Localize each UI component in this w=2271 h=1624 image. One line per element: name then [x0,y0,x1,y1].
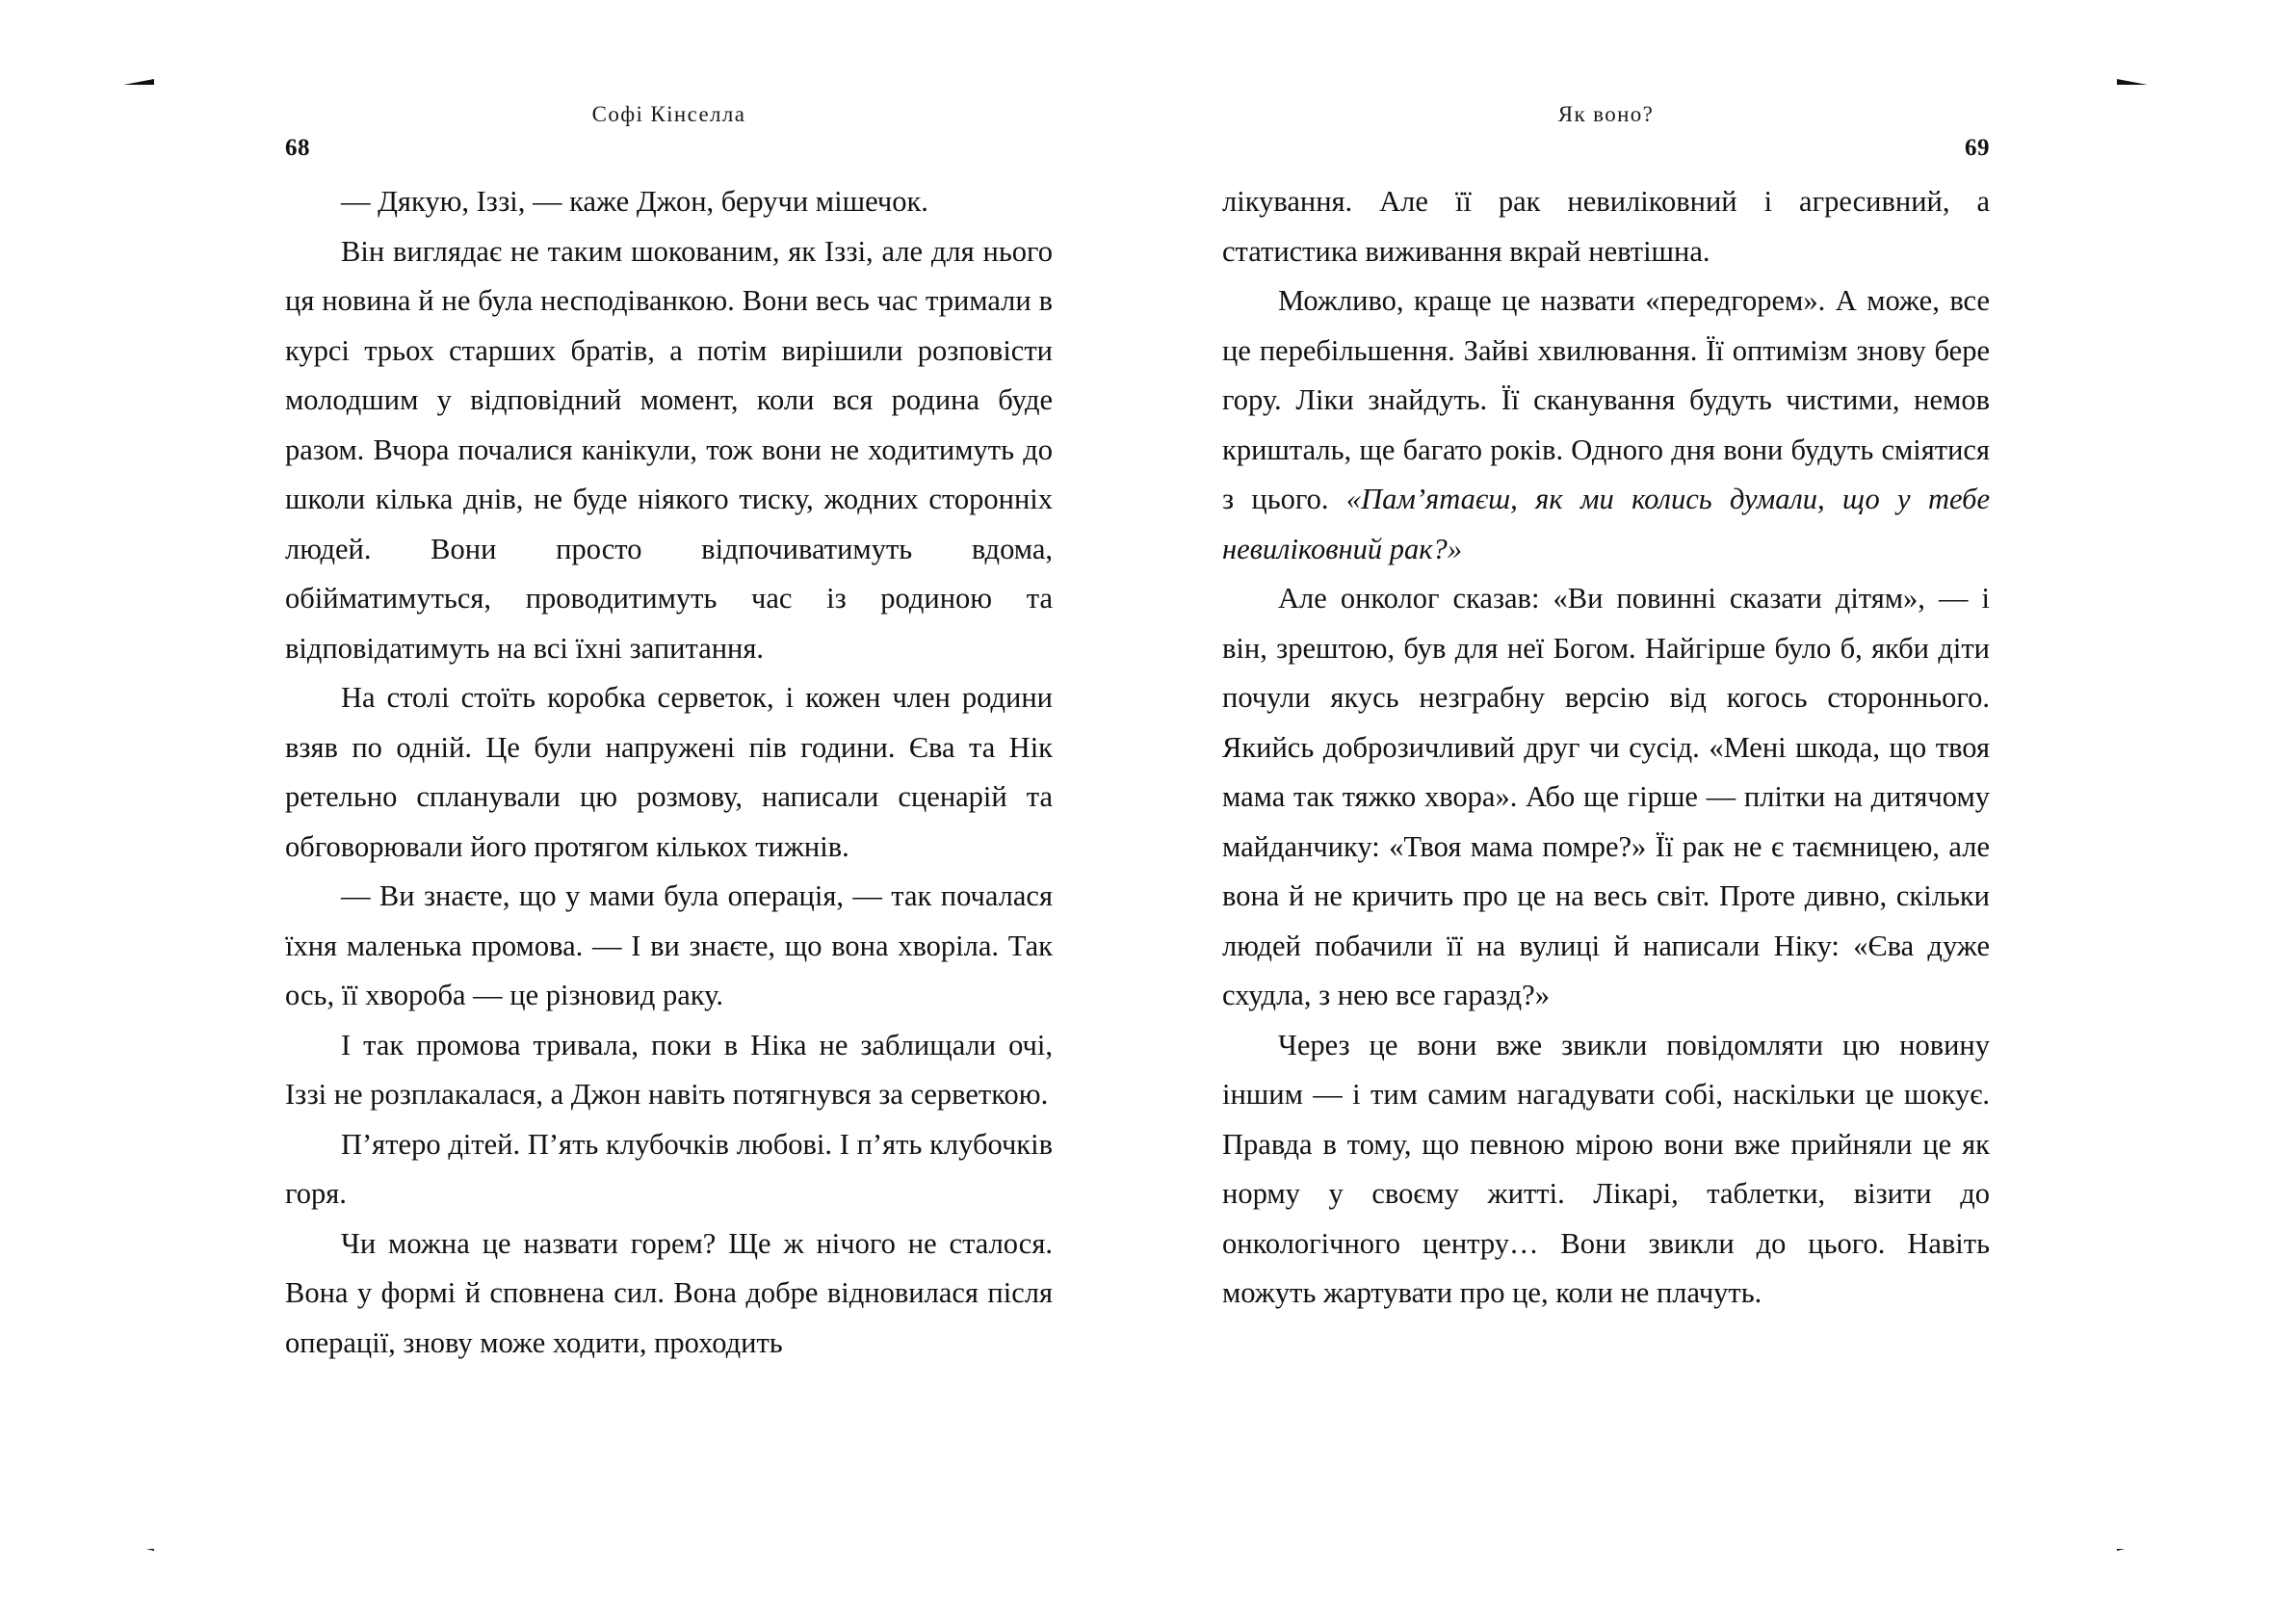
paragraph: — Дякую, Іззі, — каже Джон, беручи мішечок. [341,185,928,218]
paragraph [1222,1021,1990,1319]
page-number-right: 69 [1965,135,1990,161]
paragraph: Чи можна це назвати горем? Ще ж нічого не сталося. Вона у формі й сповнена сил. Вона добре відновилася після операції, знову може ходити, проходить [285,1226,1053,1359]
paragraph-text: Але онколог сказав: «Ви повинні сказати дітям», — і він, зрештою, був для неї Богом. Найгірше було б, якби діти почули якусь незграбну версію від когось стороннього. Якийсь доброзичливий друг чи сусід. «Мені шкода, що твоя мама так тяжко хвора». Або ще гірше — плітки на дитячому майданчику: «Твоя мама помре?» Її рак не є таємницею, але вона й не кричить про це на весь світ. Проте дивно, скільки людей побачили її на вулиці й написали Ніку: «Єва дуже схудла, з нею все гаразд?» [1222,582,1990,1011]
paragraph-text: Через це вони вже звикли повідомляти цю новину іншим — і тим самим нагадувати собі, наскільки це шокує. Правда в тому, що певною мірою вони вже прийняли це як норму у своєму житті. Лікарі, таблетки, візити до онкологічного центру… Вони звикли до цього. Навіть можуть жартувати про це, коли не плачуть. [1222,1028,1990,1309]
left-page [83,85,1137,1549]
running-head-title: Як воно? [1557,102,1655,126]
left-page-body [285,177,1053,1368]
right-page-body [1222,177,1990,1319]
paragraph [1222,276,1990,574]
page-number-left: 68 [285,135,310,161]
right-page-header [1222,85,1990,177]
paragraph: І так промова тривала, поки в Ніка не заблищали очі, Іззі не розплакалася, а Джон навіть потягнувся за серветкою. [285,1028,1053,1111]
paragraph: — Ви знаєте, що у мами була операція, — так почалася їхня маленька промова. — І ви знаєте, що вона хворіла. Так ось, її хвороба — це різновид раку. [285,879,1053,1011]
paragraph [1222,574,1990,1021]
paragraph-italic-quote: «Пам’ятаєш, як ми колись думали, що у тебе невиліковний рак?» [1222,483,1991,565]
paragraph [1222,177,1990,276]
page-spread [83,85,2192,1549]
paragraph: Він виглядає не таким шокованим, як Іззі, але для нього ця новина й не була несподіванкою. Вони весь час тримали в курсі трьох старших братів, а потім вирішили розповісти молодшим у відповідний момент, коли вся родина буде разом. Вчора почалися канікули, тож вони не ходитимуть до школи кілька днів, не буде ніякого тиску, жодних сторонніх людей. Вони просто відпочиватимуть вдома, обійматимуться, проводитимуть час із родиною та відповідатимуть на всі їхні запитання. [285,234,1053,665]
paragraph: П’ятеро дітей. П’ять клубочків любові. І п’ять клубочків горя. [285,1127,1053,1210]
left-page-header [285,85,1053,177]
paragraph: На столі стоїть коробка серветок, і кожен член родини взяв по одній. Це були напружені пів години. Єва та Нік ретельно спланували цю розмову, написали сценарій та обговорювали його протягом кількох тижнів. [285,681,1053,863]
paragraph-text: Можливо, краще це назвати «передгорем». А може, все це перебільшення. Зайві хвилювання. Її оптимізм знову бере гору. Ліки знайдуть. Її сканування будуть чистими, немов кришталь, ще багато років. Одного дня вони будуть сміятися з цього. [1222,284,1990,515]
right-page [1137,85,2192,1549]
paragraph-text: лікування. Але її рак невиліковний і агресивний, а статистика виживання вкрай невтішна. [1222,185,1990,268]
running-head-author: Софі Кінселла [591,102,746,126]
